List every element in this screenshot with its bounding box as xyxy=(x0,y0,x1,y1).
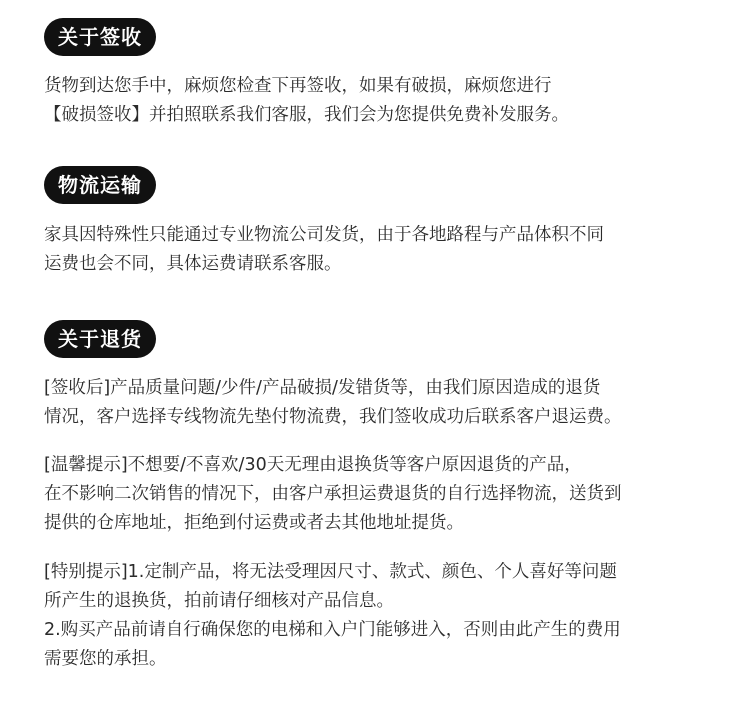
sign-receipt-paragraph xyxy=(44,72,734,130)
text-line: 需要您的承担。 xyxy=(44,649,167,669)
text-line: 情况，客户选择专线物流先垫付物流费，我们签收成功后联系客户退运费。 xyxy=(44,407,622,427)
text-line: 货物到达您手中，麻烦您检查下再签收，如果有破损，麻烦您进行 xyxy=(44,76,552,96)
section-title-sign-receipt: 关于签收 xyxy=(44,18,156,56)
logistics-paragraph xyxy=(44,221,734,279)
returns-paragraph-kind-reminder xyxy=(44,451,734,538)
text-line: 2.购买产品前请自行确保您的电梯和入户门能够进入，否则由此产生的费用 xyxy=(44,620,621,640)
text-line: 提供的仓库地址，拒绝到付运费或者去其他地址提货。 xyxy=(44,513,464,533)
returns-paragraph-special-notice xyxy=(44,558,734,674)
text-line: 运费也会不同，具体运费请联系客服。 xyxy=(44,254,342,274)
text-line: 【破损签收】并拍照联系我们客服，我们会为您提供免费补发服务。 xyxy=(44,105,569,125)
text-line: 在不影响二次销售的情况下，由客户承担运费退货的自行选择物流，送货到 xyxy=(44,484,622,504)
text-line: [签收后]产品质量问题/少件/产品破损/发错货等，由我们原因造成的退货 xyxy=(44,378,601,398)
text-line: [温馨提示]不想要/不喜欢/30天无理由退换货等客户原因退货的产品， xyxy=(44,455,582,475)
text-line: 所产生的退换货，拍前请仔细核对产品信息。 xyxy=(44,591,394,611)
text-line: 家具因特殊性只能通过专业物流公司发货，由于各地路程与产品体积不同 xyxy=(44,225,604,245)
section-title-returns: 关于退货 xyxy=(44,320,156,358)
section-title-logistics: 物流运输 xyxy=(44,166,156,204)
returns-paragraph-after-receipt xyxy=(44,374,734,432)
text-line: [特别提示]1.定制产品，将无法受理因尺寸、款式、颜色、个人喜好等问题 xyxy=(44,562,617,582)
